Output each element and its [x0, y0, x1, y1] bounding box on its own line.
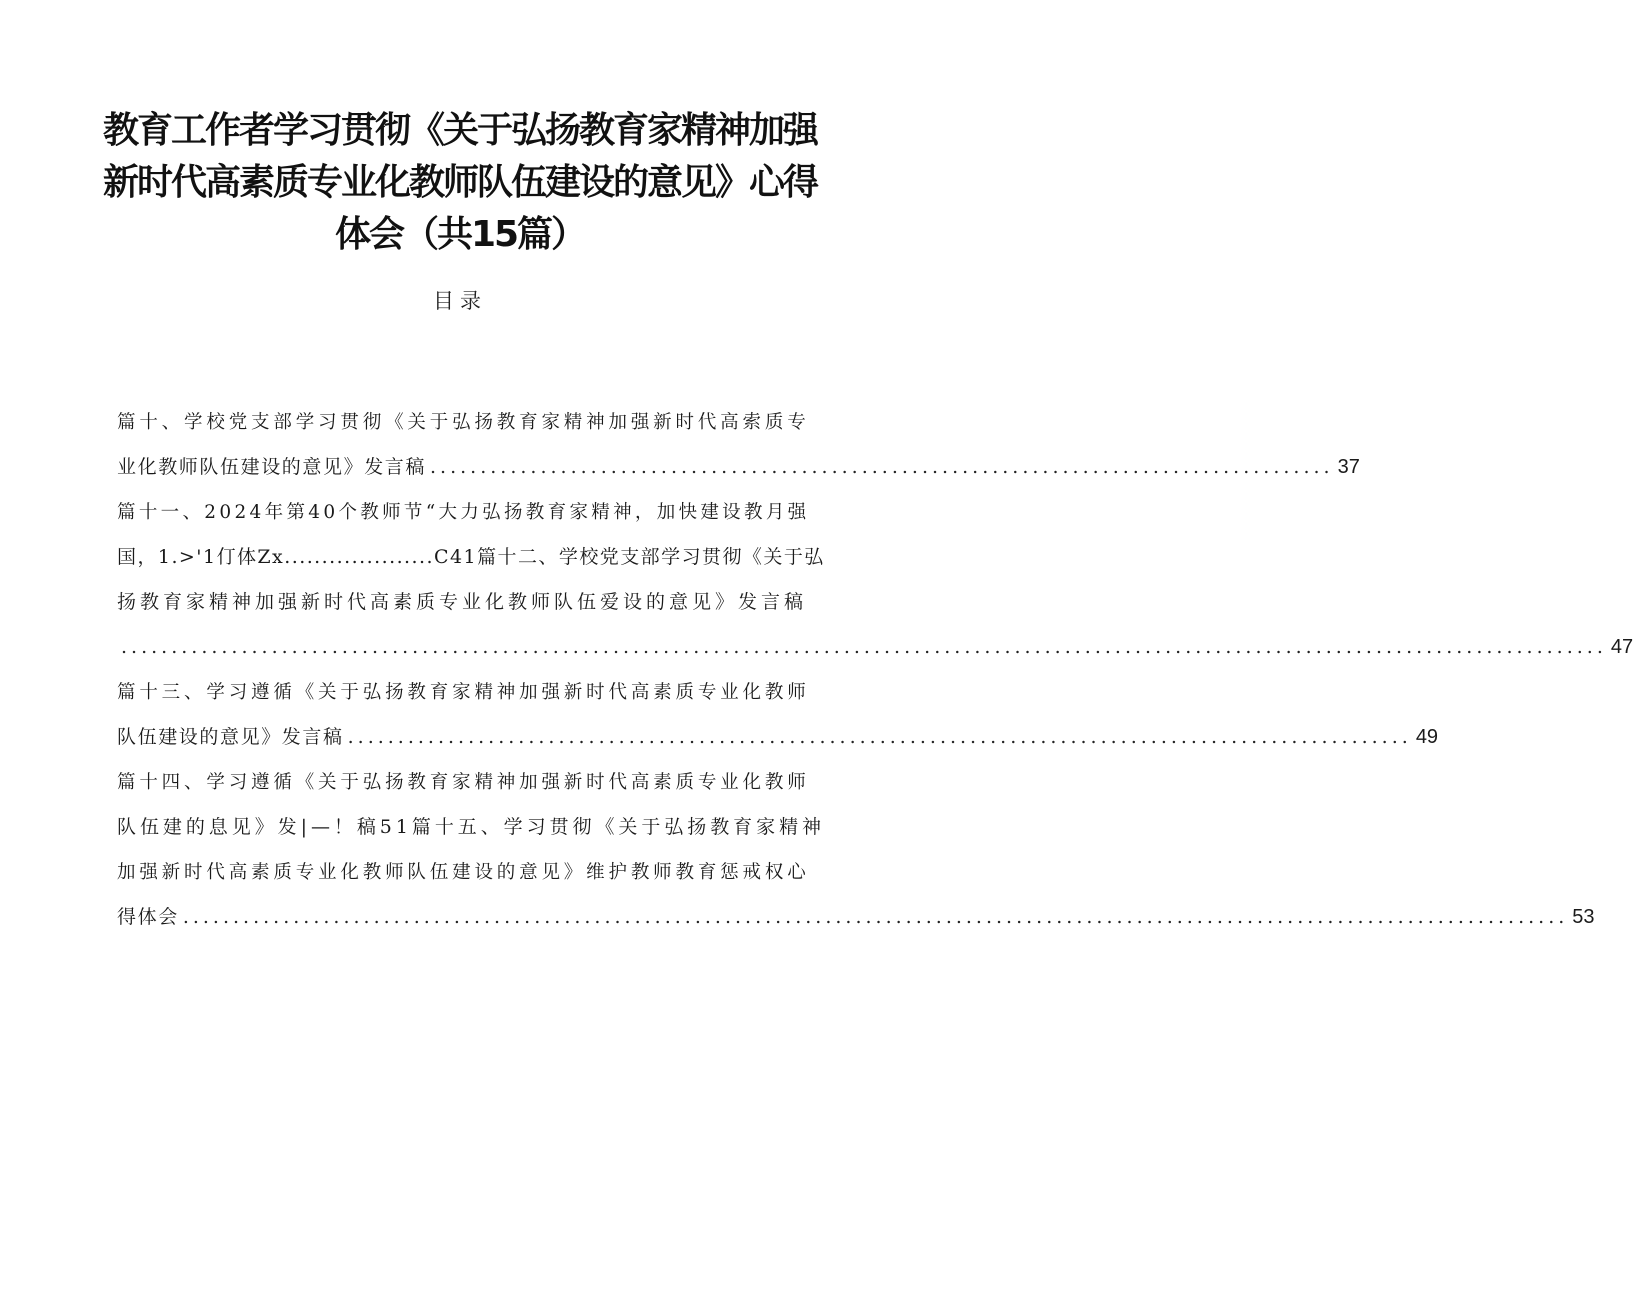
- table-of-contents: [117, 400, 1633, 940]
- toc-line: [117, 400, 825, 445]
- document-title: [100, 105, 820, 261]
- toc-line-text: 扬教育家精神加强新时代高素质专业化教师队伍爱设的意见》发言稿: [117, 591, 808, 613]
- toc-line-text: 队伍建设的意见》发言稿: [117, 726, 344, 748]
- toc-line-text: 队伍建的息见》发|—！稿51篇十五、学习贯彻《关于弘扬教育家精神: [117, 816, 825, 838]
- toc-line-text: 加强新时代高素质专业化教师队伍建设的意见》维护教师教育惩戒权心: [117, 862, 810, 883]
- dot-leader: ....................................................................................................................................................: [121, 636, 1607, 658]
- toc-page-number: 47: [1610, 636, 1633, 658]
- toc-page-number: 49: [1415, 726, 1439, 748]
- toc-line-text: 业化教师队伍建设的意见》发言稿: [117, 456, 427, 478]
- toc-line: [117, 805, 825, 850]
- title-line-2: 新时代高素质专业化教师队伍建设的意见》心得: [102, 162, 817, 203]
- toc-entry-10[interactable]: [117, 445, 1360, 490]
- toc-line: [117, 580, 825, 625]
- toc-heading: 目录: [433, 289, 487, 313]
- title-line-3: 体会（共15篇）: [334, 214, 586, 255]
- dot-leader: ..........................................................................................: [430, 456, 1334, 478]
- toc-line: [117, 850, 825, 895]
- toc-line: [117, 490, 825, 535]
- toc-entry-13[interactable]: [117, 715, 1439, 760]
- toc-page-number: 53: [1572, 906, 1595, 928]
- toc-entry-15[interactable]: [117, 895, 1595, 940]
- toc-line-text: 篇十四、学习遵循《关于弘扬教育家精神加强新时代高素质专业化教师: [117, 772, 810, 793]
- toc-line-text: 篇十三、学习遵循《关于弘扬教育家精神加强新时代高素质专业化教师: [117, 682, 810, 703]
- toc-line-text: 篇十、学校党支部学习贯彻《关于弘扬教育家精神加强新时代高索质专: [117, 412, 810, 433]
- dot-leader: ..........................................................................................................................................: [182, 906, 1569, 928]
- toc-line: [117, 535, 825, 580]
- toc-line-text: 篇十一、2024年第40个教师节“大力弘扬教育家精神，加快建设教月强: [117, 502, 810, 523]
- toc-page-number: 37: [1337, 456, 1360, 478]
- title-line-1: 教育工作者学习贯彻《关于弘扬教育家精神加强: [102, 110, 817, 151]
- toc-line-text: 得体会: [117, 906, 179, 928]
- toc-line-text: 国，1.>'1仃体Zx....................C41篇十二、学校党支部学习贯彻《关于弘: [117, 546, 825, 568]
- toc-entry-12[interactable]: [117, 625, 1633, 670]
- toc-line: [117, 760, 825, 805]
- toc-line: [117, 670, 825, 715]
- dot-leader: ..........................................................................................................: [347, 726, 1412, 748]
